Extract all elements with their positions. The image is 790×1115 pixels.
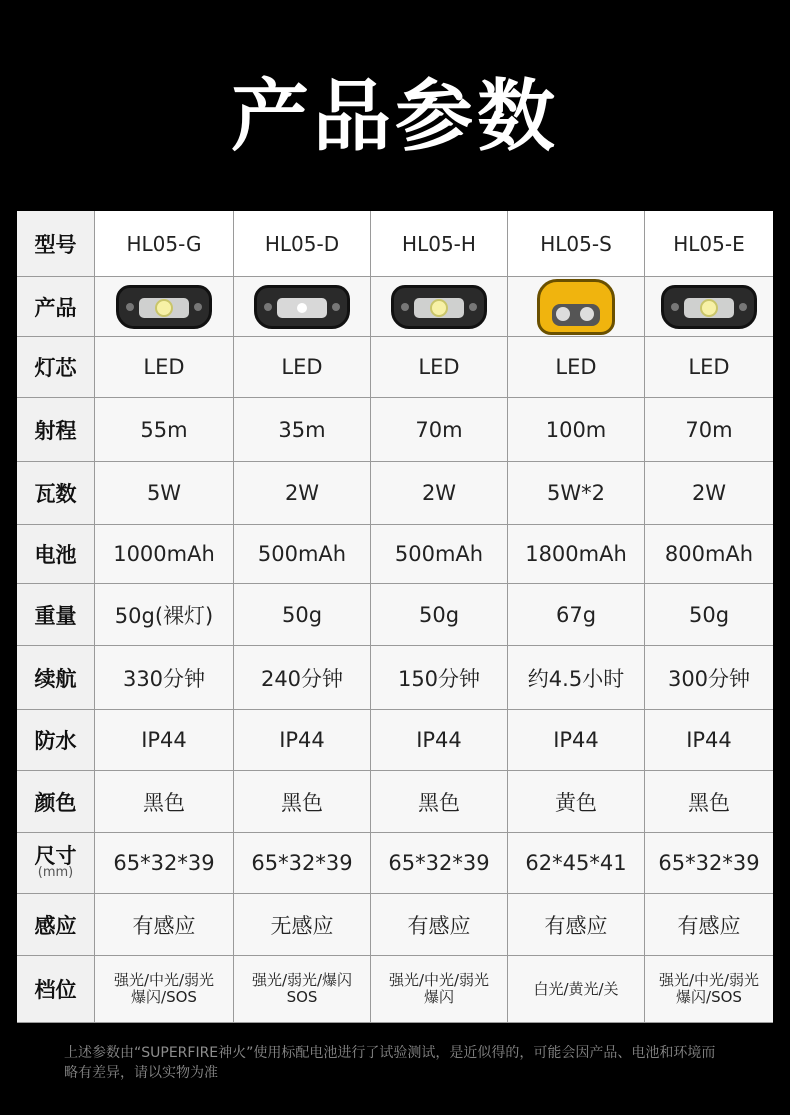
sensor-cell: 有感应 — [645, 894, 773, 956]
runtime-cell: 330分钟 — [95, 646, 234, 710]
battery-cell: 1000mAh — [95, 525, 234, 584]
weight-cell: 50g(裸灯) — [95, 584, 234, 646]
range-cell: 70m — [371, 398, 508, 462]
row-header-weight: 重量 — [17, 584, 95, 646]
sensor-cell: 有感应 — [371, 894, 508, 956]
modes-line: 强光/中光/弱光 — [658, 971, 760, 989]
modes-cell — [371, 956, 508, 1023]
modes-line: 强光/中光/弱光 — [388, 971, 490, 989]
row-header-model: 型号 — [17, 211, 95, 277]
runtime-cell: 约4.5小时 — [508, 646, 645, 710]
waterproof-cell: IP44 — [371, 710, 508, 771]
waterproof-cell: IP44 — [645, 710, 773, 771]
row-header-color: 颜色 — [17, 771, 95, 833]
row-header-runtime: 续航 — [17, 646, 95, 710]
size-cell: 65*32*39 — [371, 833, 508, 894]
sensor-cell: 有感应 — [95, 894, 234, 956]
range-cell: 100m — [508, 398, 645, 462]
weight-cell: 50g — [645, 584, 773, 646]
row-header-sensor: 感应 — [17, 894, 95, 956]
headlamp-yellow-icon — [537, 279, 615, 335]
headlamp-black-icon — [391, 285, 487, 329]
headlamp-black-icon — [116, 285, 212, 329]
size-label: 尺寸 — [34, 844, 77, 868]
color-cell: 黄色 — [508, 771, 645, 833]
watt-cell: 2W — [234, 462, 371, 525]
watt-cell: 2W — [645, 462, 773, 525]
color-cell: 黑色 — [371, 771, 508, 833]
watt-cell: 5W*2 — [508, 462, 645, 525]
weight-cell: 50g — [371, 584, 508, 646]
core-cell: LED — [645, 337, 773, 398]
modes-cell — [508, 956, 645, 1023]
watt-cell: 5W — [95, 462, 234, 525]
battery-cell: 800mAh — [645, 525, 773, 584]
product-image-cell — [508, 277, 645, 337]
headlamp-black-icon — [661, 285, 757, 329]
product-image-cell — [371, 277, 508, 337]
runtime-cell: 300分钟 — [645, 646, 773, 710]
row-header-waterproof: 防水 — [17, 710, 95, 771]
weight-cell: 50g — [234, 584, 371, 646]
page-title: 产品参数 — [230, 72, 559, 162]
modes-line: 强光/中光/弱光 — [113, 971, 215, 989]
core-cell: LED — [508, 337, 645, 398]
range-cell: 55m — [95, 398, 234, 462]
modes-line: 白光/黄光/关 — [533, 979, 619, 998]
modes-line: SOS — [286, 988, 318, 1006]
waterproof-cell: IP44 — [234, 710, 371, 771]
row-header-product: 产品 — [17, 277, 95, 337]
product-image-cell — [234, 277, 371, 337]
modes-line: 强光/弱光/爆闪 — [251, 971, 353, 989]
modes-cell — [234, 956, 371, 1023]
model-cell: HL05-E — [645, 211, 773, 277]
model-cell: HL05-S — [508, 211, 645, 277]
modes-line: 爆闪/SOS — [676, 988, 742, 1006]
waterproof-cell: IP44 — [95, 710, 234, 771]
size-cell: 62*45*41 — [508, 833, 645, 894]
core-cell: LED — [371, 337, 508, 398]
waterproof-cell: IP44 — [508, 710, 645, 771]
spec-table — [17, 211, 773, 1023]
row-header-modes: 档位 — [17, 956, 95, 1023]
color-cell: 黑色 — [645, 771, 773, 833]
battery-cell: 500mAh — [371, 525, 508, 584]
product-image-cell — [645, 277, 773, 337]
model-cell: HL05-G — [95, 211, 234, 277]
weight-cell: 67g — [508, 584, 645, 646]
range-cell: 70m — [645, 398, 773, 462]
modes-cell — [95, 956, 234, 1023]
size-unit: (mm) — [37, 865, 74, 880]
model-cell: HL05-H — [371, 211, 508, 277]
model-cell: HL05-D — [234, 211, 371, 277]
runtime-cell: 240分钟 — [234, 646, 371, 710]
core-cell: LED — [95, 337, 234, 398]
sensor-cell: 无感应 — [234, 894, 371, 956]
headlamp-black-icon — [254, 285, 350, 329]
runtime-cell: 150分钟 — [371, 646, 508, 710]
row-header-range: 射程 — [17, 398, 95, 462]
watt-cell: 2W — [371, 462, 508, 525]
range-cell: 35m — [234, 398, 371, 462]
modes-line: 爆闪 — [423, 988, 454, 1006]
row-header-battery: 电池 — [17, 525, 95, 584]
battery-cell: 500mAh — [234, 525, 371, 584]
battery-cell: 1800mAh — [508, 525, 645, 584]
size-cell: 65*32*39 — [645, 833, 773, 894]
color-cell: 黑色 — [234, 771, 371, 833]
row-header-size — [17, 833, 95, 894]
sensor-cell: 有感应 — [508, 894, 645, 956]
color-cell: 黑色 — [95, 771, 234, 833]
product-image-cell — [95, 277, 234, 337]
core-cell: LED — [234, 337, 371, 398]
size-cell: 65*32*39 — [95, 833, 234, 894]
row-header-watt: 瓦数 — [17, 462, 95, 525]
row-header-core: 灯芯 — [17, 337, 95, 398]
modes-line: 爆闪/SOS — [131, 988, 197, 1006]
size-cell: 65*32*39 — [234, 833, 371, 894]
footnote: 上述参数由“SUPERFIRE神火”使用标配电池进行了试验测试，是近似得的，可能会因产品、电池和环境而略有差异，请以实物为准 — [64, 1045, 716, 1081]
modes-cell — [645, 956, 773, 1023]
